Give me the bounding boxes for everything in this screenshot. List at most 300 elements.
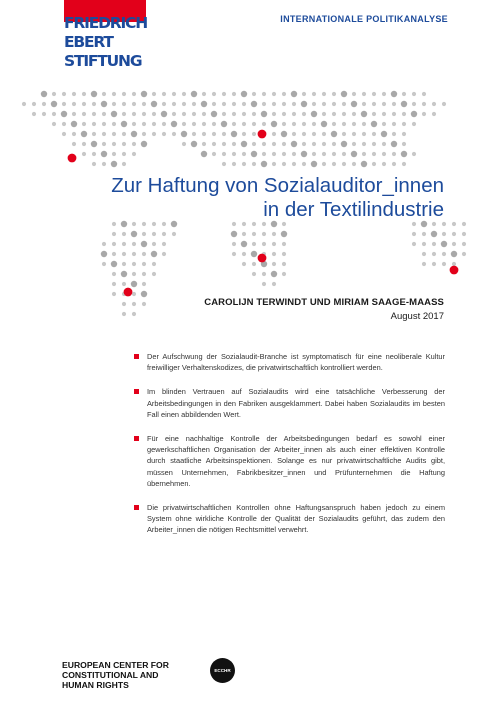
map-dot — [111, 161, 117, 167]
map-dot — [152, 132, 156, 136]
map-dot — [322, 142, 326, 146]
map-dot — [382, 122, 386, 126]
map-dot — [282, 112, 286, 116]
map-dot — [351, 151, 357, 157]
map-dot — [82, 142, 86, 146]
map-dot — [422, 242, 426, 246]
map-dot — [282, 262, 286, 266]
map-dot — [251, 101, 257, 107]
map-dot — [172, 132, 176, 136]
logo-line-2: EBERT — [64, 33, 113, 51]
map-dot — [192, 132, 196, 136]
map-dot — [162, 252, 166, 256]
map-dot — [162, 232, 166, 236]
map-dot — [232, 252, 236, 256]
map-dot — [142, 282, 146, 286]
map-dot — [282, 252, 286, 256]
map-dot — [182, 112, 186, 116]
map-dot — [122, 142, 126, 146]
map-dot — [372, 142, 376, 146]
map-dot — [22, 102, 26, 106]
summary-item — [134, 351, 445, 373]
map-dot — [412, 92, 416, 96]
map-dot — [242, 152, 246, 156]
map-dot — [52, 122, 56, 126]
map-dot — [92, 102, 96, 106]
map-dot — [172, 232, 176, 236]
map-dot — [222, 162, 226, 166]
ecchr-line-2: CONSTITUTIONAL AND — [62, 670, 159, 680]
map-dot — [202, 112, 206, 116]
map-dot — [102, 92, 106, 96]
map-dot — [232, 92, 236, 96]
map-dot — [271, 271, 277, 277]
map-dot — [432, 242, 436, 246]
map-dot — [382, 102, 386, 106]
map-dot — [412, 242, 416, 246]
map-dot — [282, 162, 286, 166]
map-dot — [312, 92, 316, 96]
map-dot — [82, 122, 86, 126]
map-dot — [332, 92, 336, 96]
map-dot — [262, 142, 266, 146]
map-dot — [242, 112, 246, 116]
map-dot — [401, 151, 407, 157]
map-dot — [272, 242, 276, 246]
map-dot — [402, 142, 406, 146]
map-dot — [262, 222, 266, 226]
map-dot — [132, 112, 136, 116]
map-dot — [162, 92, 166, 96]
map-dot — [372, 132, 376, 136]
map-dot — [462, 242, 466, 246]
map-dot — [282, 102, 286, 106]
map-dot — [272, 162, 276, 166]
map-dot — [342, 102, 346, 106]
map-dot — [412, 152, 416, 156]
map-dot — [332, 112, 336, 116]
map-dot — [72, 112, 76, 116]
map-dot — [391, 141, 397, 147]
map-dot — [142, 222, 146, 226]
map-dot — [232, 152, 236, 156]
map-dot — [91, 91, 97, 97]
map-dot — [151, 101, 157, 107]
map-dot — [152, 232, 156, 236]
map-dot — [122, 162, 126, 166]
map-dot — [51, 101, 57, 107]
map-dot — [142, 102, 146, 106]
map-dot — [351, 101, 357, 107]
map-dot — [262, 152, 266, 156]
map-dot — [152, 122, 156, 126]
map-dot — [222, 132, 226, 136]
map-dot — [32, 102, 36, 106]
map-dot — [262, 102, 266, 106]
map-dot — [311, 161, 317, 167]
map-dot — [91, 141, 97, 147]
map-dot — [362, 132, 366, 136]
map-dot — [122, 112, 126, 116]
page-title — [111, 174, 444, 222]
map-dot — [452, 222, 456, 226]
map-dot — [242, 232, 246, 236]
map-dot — [122, 242, 126, 246]
map-dot — [201, 101, 207, 107]
map-dot — [92, 132, 96, 136]
map-dot — [132, 222, 136, 226]
map-dot — [261, 161, 267, 167]
map-dot — [162, 242, 166, 246]
map-dot — [231, 231, 237, 237]
map-dot — [232, 242, 236, 246]
publication-date: August 2017 — [390, 311, 444, 322]
map-dot — [102, 262, 106, 266]
map-dot — [141, 141, 147, 147]
map-dot — [262, 282, 266, 286]
summary-text: Für eine nachhaltige Kontrolle der Arbeitsbedingungen bedarf es sowohl einer gewerkschaftlichen Organisation der Arbeiter_innen als auch einer effektiven Kontrolle durch staatliche Arbeitsinspektionen. Solange es nur privatwirtschaftliche Audits gibt, müssen Unternehmen, Fabrikbesitzer_innen und Prüfunternehmen die Haftung übernehmen. — [147, 434, 445, 488]
map-dot — [192, 122, 196, 126]
map-dot — [362, 152, 366, 156]
map-dot — [352, 92, 356, 96]
map-dot — [272, 232, 276, 236]
map-dot — [131, 131, 137, 137]
map-dot — [121, 121, 127, 127]
map-dot — [392, 102, 396, 106]
map-dot — [251, 151, 257, 157]
map-dot — [422, 102, 426, 106]
map-dot — [62, 92, 66, 96]
map-dot — [102, 242, 106, 246]
map-dot — [312, 102, 316, 106]
map-dot — [242, 162, 246, 166]
map-dot — [332, 142, 336, 146]
map-dot — [112, 252, 116, 256]
map-dot — [212, 102, 216, 106]
map-dot — [342, 132, 346, 136]
map-dot — [281, 231, 287, 237]
map-dot — [272, 262, 276, 266]
map-dot — [322, 152, 326, 156]
map-dot — [72, 132, 76, 136]
map-dot — [132, 102, 136, 106]
map-dot — [72, 92, 76, 96]
map-dot — [212, 142, 216, 146]
map-dot — [432, 262, 436, 266]
map-dot — [342, 152, 346, 156]
map-dot — [212, 132, 216, 136]
map-dot — [332, 162, 336, 166]
map-dot — [382, 152, 386, 156]
map-dot — [181, 131, 187, 137]
map-dot — [422, 262, 426, 266]
map-dot — [272, 132, 276, 136]
map-dot — [252, 92, 256, 96]
map-dot — [332, 102, 336, 106]
map-dot — [132, 242, 136, 246]
map-dot — [452, 232, 456, 236]
map-dot — [381, 131, 387, 137]
bullet-square-icon — [134, 389, 139, 394]
map-dot — [291, 141, 297, 147]
map-dot — [112, 242, 116, 246]
map-dot — [72, 142, 76, 146]
map-dot — [132, 252, 136, 256]
map-dot — [82, 92, 86, 96]
authors: CAROLIJN TERWINDT UND MIRIAM SAAGE-MAASS — [204, 297, 444, 308]
map-dot — [111, 261, 117, 267]
map-dot — [292, 152, 296, 156]
map-dot — [172, 92, 176, 96]
map-dot — [432, 222, 436, 226]
map-dot — [152, 112, 156, 116]
map-dot — [252, 242, 256, 246]
map-dot — [82, 152, 86, 156]
map-dot — [172, 102, 176, 106]
title-line-1: Zur Haftung von Sozialauditor_innen — [111, 174, 444, 197]
map-dot — [312, 152, 316, 156]
map-dot — [202, 92, 206, 96]
map-dot — [262, 232, 266, 236]
bullet-square-icon — [134, 505, 139, 510]
map-dot — [392, 122, 396, 126]
map-dot — [162, 222, 166, 226]
map-dot — [232, 122, 236, 126]
map-dot — [122, 282, 126, 286]
map-dot — [382, 92, 386, 96]
map-dot — [252, 222, 256, 226]
map-dot — [141, 241, 147, 247]
map-dot — [192, 112, 196, 116]
map-dot — [422, 112, 426, 116]
map-dot — [42, 102, 46, 106]
map-dot — [311, 111, 317, 117]
map-dot — [412, 222, 416, 226]
map-dot — [162, 132, 166, 136]
map-dot — [391, 91, 397, 97]
map-dot — [232, 162, 236, 166]
map-dot — [132, 92, 136, 96]
map-dot — [342, 122, 346, 126]
map-dot — [141, 291, 147, 297]
map-dot — [402, 132, 406, 136]
bullet-square-icon — [134, 354, 139, 359]
map-dot — [372, 92, 376, 96]
logo-line-3: STIFTUNG — [64, 52, 142, 70]
map-dot — [152, 92, 156, 96]
map-dot — [352, 162, 356, 166]
map-dot — [382, 162, 386, 166]
map-dot — [232, 102, 236, 106]
map-highlight-dot — [450, 266, 459, 275]
map-dot — [422, 252, 426, 256]
summary-item — [134, 433, 445, 489]
map-highlight-dot — [258, 254, 267, 263]
map-dot — [261, 111, 267, 117]
summary-list — [134, 351, 445, 549]
map-dot — [52, 92, 56, 96]
map-dot — [132, 122, 136, 126]
map-dot — [112, 282, 116, 286]
map-dot — [141, 91, 147, 97]
map-dot — [292, 112, 296, 116]
map-dot — [451, 251, 457, 257]
map-dot — [82, 112, 86, 116]
map-dot — [152, 242, 156, 246]
map-dot — [242, 102, 246, 106]
map-dot — [102, 162, 106, 166]
logo-line-1: FRIEDRICH — [64, 14, 147, 32]
summary-text: Die privatwirtschaftlichen Kontrollen ohne Haftungsanspruch haben jedoch zu einem System ohne wirkliche Kontrolle der Qualität der Sozialaudits geführt, das zudem den Arbeiter_innen die nötigen Rechtsmittel verwehrt. — [147, 503, 445, 535]
map-dot — [362, 102, 366, 106]
map-dot — [372, 162, 376, 166]
map-dot — [302, 162, 306, 166]
map-dot — [152, 222, 156, 226]
map-dot — [92, 122, 96, 126]
map-dot — [272, 112, 276, 116]
map-dot — [321, 121, 327, 127]
map-dot — [352, 132, 356, 136]
map-dot — [402, 92, 406, 96]
map-dot — [322, 162, 326, 166]
map-dot — [302, 92, 306, 96]
map-dot — [382, 142, 386, 146]
map-dot — [132, 152, 136, 156]
map-dot — [142, 232, 146, 236]
map-dot — [342, 112, 346, 116]
map-dot — [292, 132, 296, 136]
map-dot — [62, 122, 66, 126]
map-dot — [272, 142, 276, 146]
summary-item — [134, 386, 445, 420]
map-dot — [312, 132, 316, 136]
map-dot — [301, 101, 307, 107]
map-dot — [112, 292, 116, 296]
map-dot — [241, 91, 247, 97]
map-dot — [222, 102, 226, 106]
map-dot — [402, 162, 406, 166]
map-dot — [92, 152, 96, 156]
map-dot — [442, 252, 446, 256]
map-dot — [202, 142, 206, 146]
map-dot — [241, 241, 247, 247]
map-dot — [371, 121, 377, 127]
map-dot — [441, 241, 447, 247]
map-dot — [122, 232, 126, 236]
map-highlight-dot — [124, 288, 133, 297]
map-highlight-dot — [258, 130, 267, 139]
map-dot — [322, 102, 326, 106]
map-dot — [222, 152, 226, 156]
map-dot — [152, 262, 156, 266]
map-dot — [202, 122, 206, 126]
map-dot — [251, 251, 257, 257]
map-dot — [142, 252, 146, 256]
ecchr-name — [62, 660, 169, 690]
map-dot — [172, 112, 176, 116]
map-dot — [92, 162, 96, 166]
map-dot — [362, 122, 366, 126]
map-dot — [152, 272, 156, 276]
map-dot — [312, 122, 316, 126]
map-dot — [82, 102, 86, 106]
map-dot — [112, 232, 116, 236]
map-dot — [191, 91, 197, 97]
map-dot — [112, 272, 116, 276]
map-dot — [282, 272, 286, 276]
map-dot — [122, 252, 126, 256]
map-dot — [352, 122, 356, 126]
map-dot — [52, 112, 56, 116]
ecchr-logo-badge: ECCHR — [210, 658, 235, 683]
map-dot — [352, 112, 356, 116]
map-dot — [302, 142, 306, 146]
map-dot — [252, 142, 256, 146]
map-dot — [61, 111, 67, 117]
map-dot — [71, 121, 77, 127]
map-dot — [171, 121, 177, 127]
series-label: INTERNATIONALE POLITIKANALYSE — [280, 14, 448, 24]
map-dot — [62, 132, 66, 136]
map-dot — [122, 92, 126, 96]
map-dot — [442, 222, 446, 226]
map-dot — [212, 122, 216, 126]
map-dot — [262, 92, 266, 96]
map-dot — [122, 262, 126, 266]
map-dot — [112, 92, 116, 96]
summary-item — [134, 502, 445, 536]
map-dot — [282, 242, 286, 246]
map-dot — [272, 92, 276, 96]
map-dot — [392, 132, 396, 136]
map-dot — [131, 281, 137, 287]
map-dot — [422, 232, 426, 236]
map-dot — [252, 162, 256, 166]
map-dot — [272, 252, 276, 256]
map-dot — [182, 122, 186, 126]
map-dot — [292, 162, 296, 166]
map-dot — [112, 102, 116, 106]
summary-text: Der Aufschwung der Sozialaudit-Branche ist symptomatisch für eine neoliberale Kultur freiwilliger Verhaltenskodizes, die privatwirtschaftlich kontrolliert werden. — [147, 352, 445, 373]
map-dot — [162, 102, 166, 106]
map-dot — [442, 262, 446, 266]
map-dot — [302, 112, 306, 116]
bullet-square-icon — [134, 436, 139, 441]
map-dot — [262, 242, 266, 246]
map-dot — [221, 121, 227, 127]
map-dot — [142, 132, 146, 136]
map-dot — [361, 161, 367, 167]
map-dot — [252, 272, 256, 276]
world-map-dots — [0, 0, 504, 340]
map-dot — [132, 292, 136, 296]
map-dot — [102, 122, 106, 126]
map-dot — [122, 152, 126, 156]
map-dot — [102, 132, 106, 136]
map-dot — [112, 132, 116, 136]
map-dot — [301, 151, 307, 157]
map-dot — [242, 222, 246, 226]
ecchr-line-3: HUMAN RIGHTS — [62, 680, 129, 690]
map-dot — [81, 131, 87, 137]
map-dot — [282, 152, 286, 156]
map-dot — [302, 122, 306, 126]
map-dot — [102, 142, 106, 146]
map-dot — [252, 112, 256, 116]
map-dot — [282, 122, 286, 126]
map-dot — [142, 262, 146, 266]
map-dot — [372, 112, 376, 116]
